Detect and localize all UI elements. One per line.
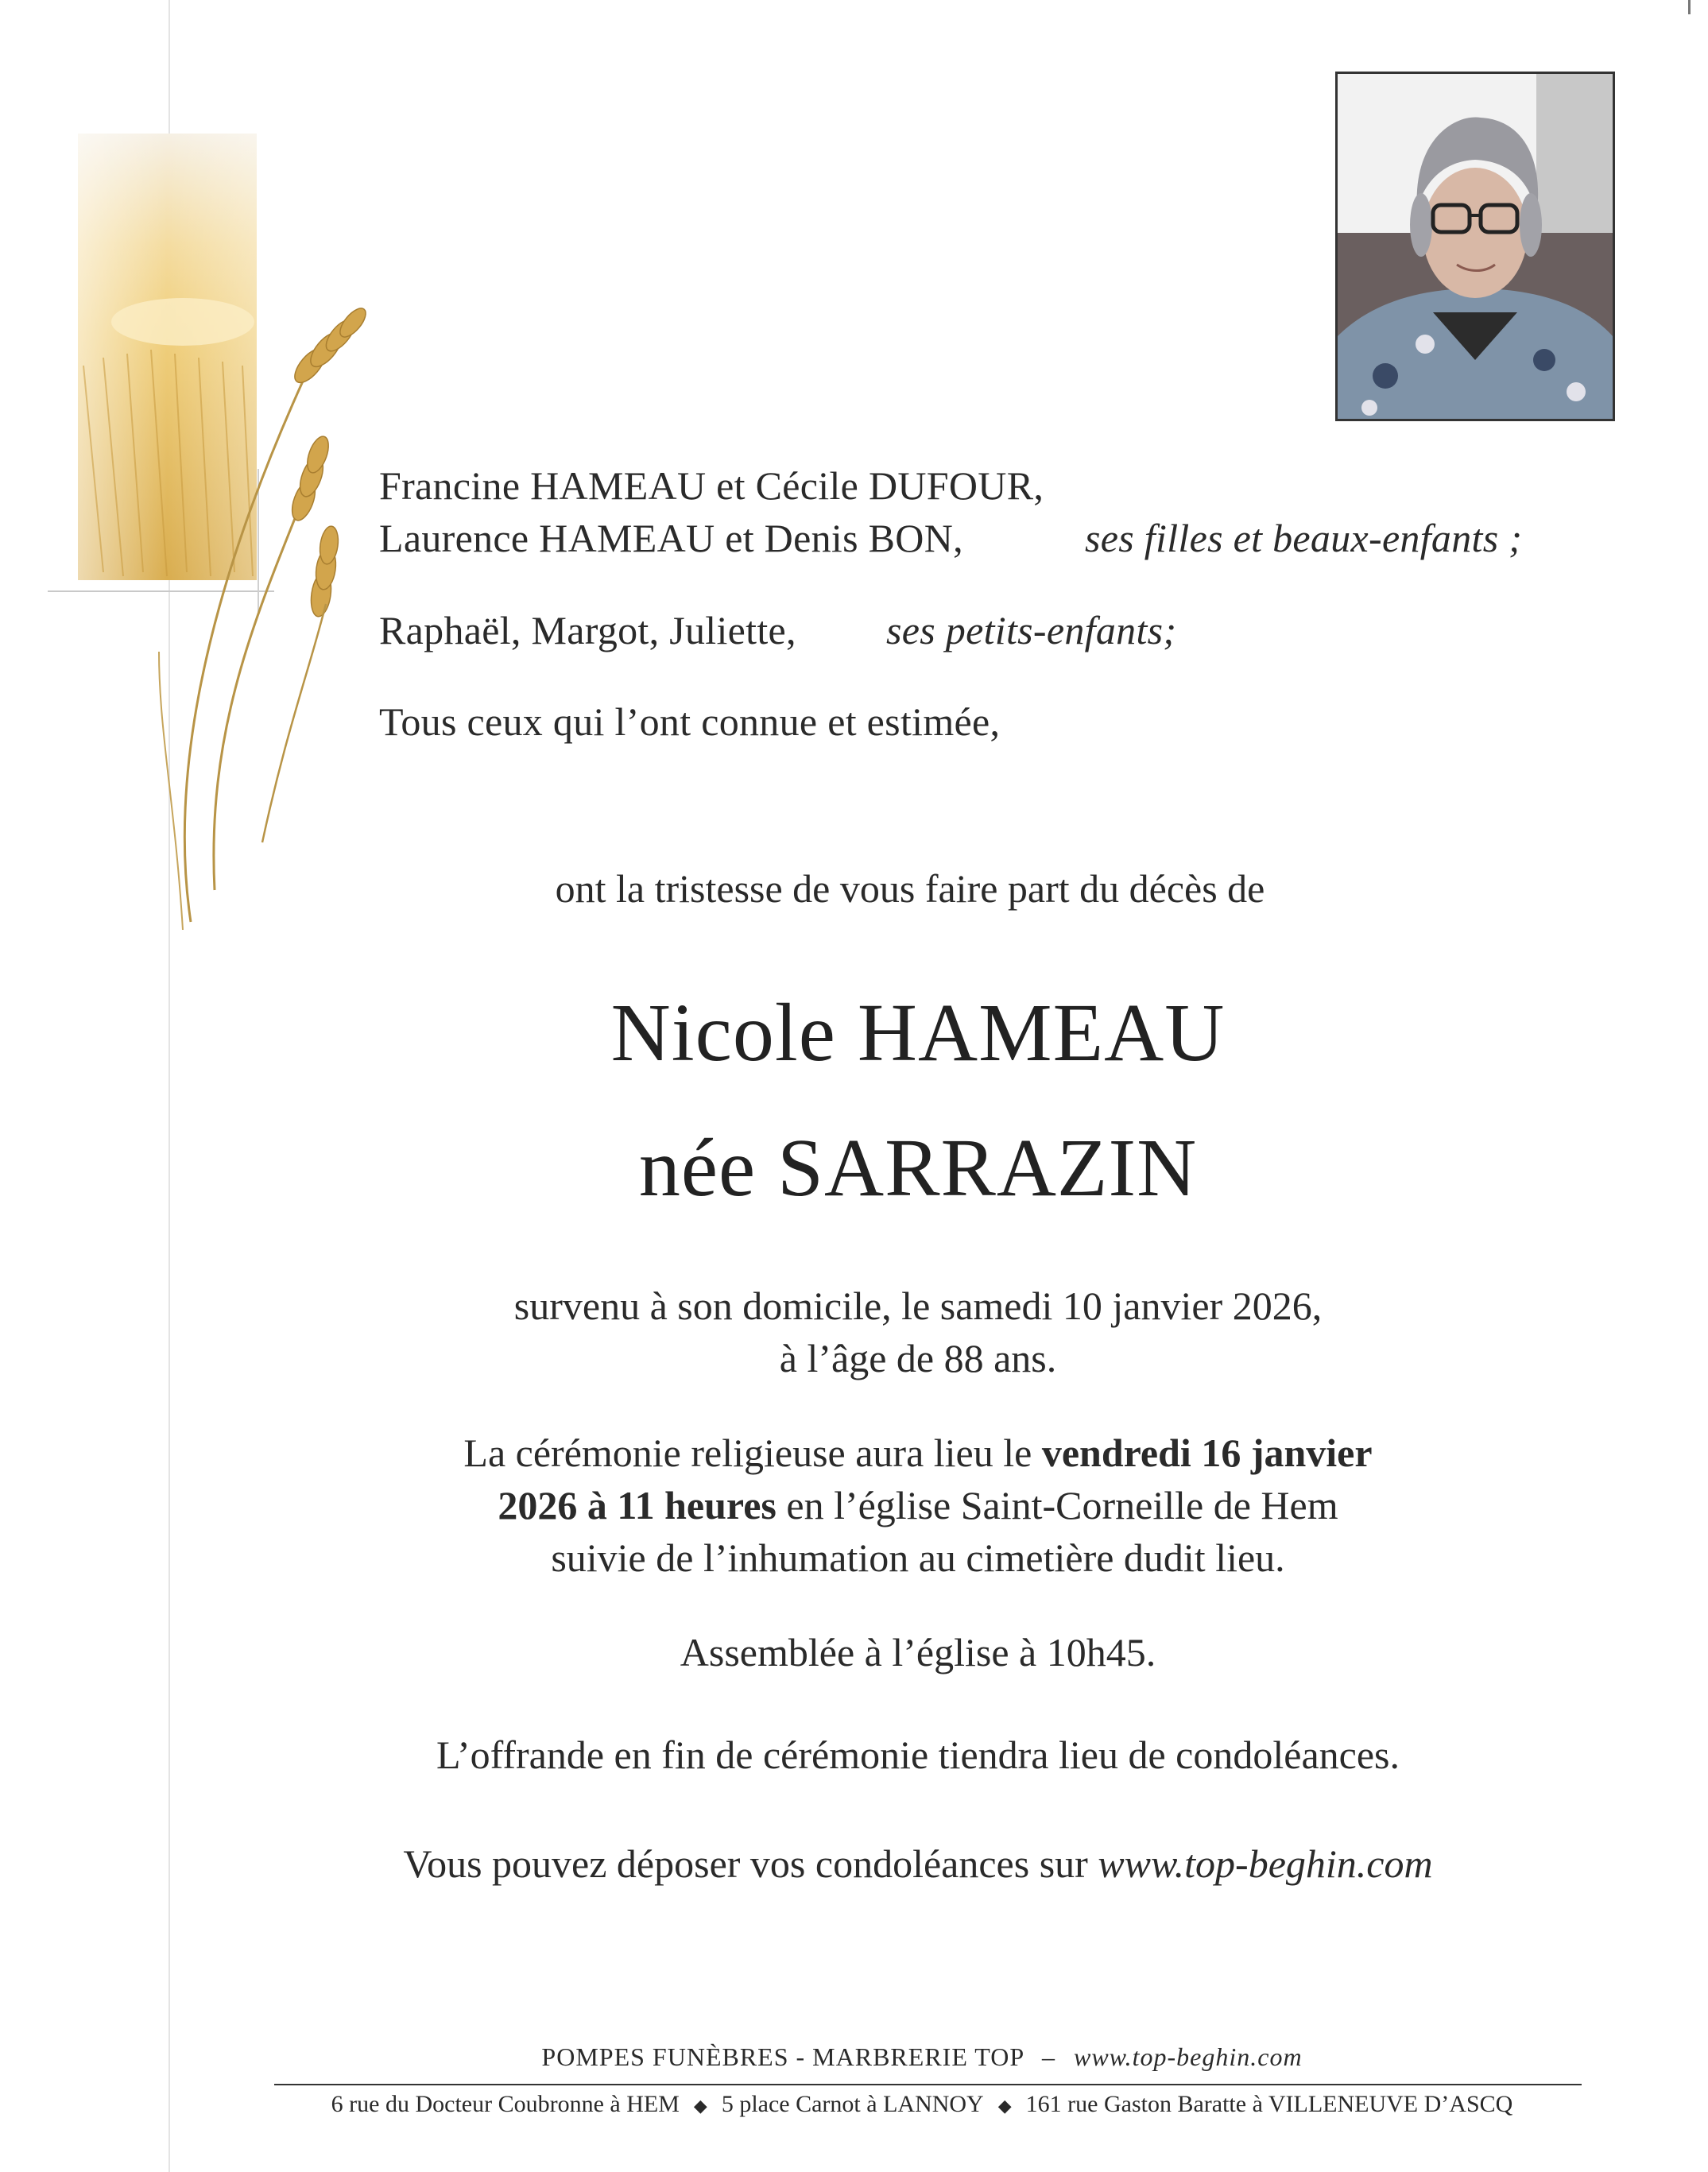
- offering-note: L’offrande en fin de cérémonie tiendra lieu de condoléances.: [436, 1733, 1400, 1777]
- footer-separator-icon: ◆: [997, 2096, 1012, 2116]
- footer-separator-icon: ◆: [693, 2096, 707, 2116]
- footer-company-name: POMPES FUNÈBRES - MARBRERIE TOP: [541, 2042, 1024, 2071]
- ceremony-prefix: La cérémonie religieuse aura lieu le: [463, 1431, 1042, 1475]
- scan-mark: [1688, 0, 1691, 14]
- footer-address-hem: 6 rue du Docteur Coubronne à HEM: [331, 2091, 680, 2117]
- deceased-name: Nicole HAMEAU: [610, 987, 1226, 1078]
- wheat-decoration-icon: [48, 127, 381, 970]
- condolences-prefix: Vous pouvez déposer vos condoléances sur: [403, 1841, 1098, 1886]
- footer-divider: [274, 2084, 1582, 2085]
- portrait-photo: [1335, 72, 1615, 421]
- footer-addresses: [270, 2087, 1574, 2124]
- announcement-intro: ont la tristesse de vous faire part du décès de: [555, 866, 1265, 911]
- footer-dash: –: [1041, 2042, 1055, 2071]
- ceremony-line-2: [191, 1479, 1645, 1531]
- ceremony-date-part-1: vendredi 16 janvier: [1041, 1431, 1373, 1475]
- assembly-time: Assemblée à l’église à 10h45.: [680, 1630, 1156, 1674]
- grandchildren-line: Raphaël, Margot, Juliette,: [379, 608, 796, 652]
- deceased-maiden-name: née SARRAZIN: [638, 1122, 1198, 1214]
- family-relation-grandchildren: ses petits-enfants;: [886, 608, 1177, 652]
- footer-website-link[interactable]: www.top-beghin.com: [1073, 2042, 1303, 2071]
- ceremony-place: en l’église Saint-Corneille de Hem: [776, 1483, 1338, 1527]
- footer-address-lannoy: 5 place Carnot à LANNOY: [721, 2091, 984, 2117]
- portrait-image-icon: [1338, 74, 1613, 419]
- death-details-line-2: à l’âge de 88 ans.: [779, 1336, 1057, 1380]
- family-line-2: Laurence HAMEAU et Denis BON,: [379, 516, 963, 560]
- death-details-line-1: survenu à son domicile, le samedi 10 janvier 2026,: [513, 1283, 1323, 1328]
- acquaintances-line: Tous ceux qui l’ont connue et estimée,: [379, 699, 1001, 744]
- ceremony-line-1: [191, 1427, 1645, 1479]
- footer-address-villeneuve: 161 rue Gaston Baratte à VILLENEUVE D’ASCQ: [1025, 2091, 1513, 2117]
- family-relation-daughters: ses filles et beaux-enfants ;: [1085, 516, 1523, 560]
- condolences-link[interactable]: www.top-beghin.com: [1098, 1841, 1433, 1886]
- ceremony-date-part-2: 2026 à 11 heures: [498, 1483, 777, 1527]
- footer-company: [270, 2039, 1574, 2074]
- ceremony-line-3: suivie de l’inhumation au cimetière dudit lieu.: [551, 1535, 1285, 1580]
- family-line-1: Francine HAMEAU et Cécile DUFOUR,: [379, 463, 1044, 508]
- condolences-line: [199, 1837, 1637, 1890]
